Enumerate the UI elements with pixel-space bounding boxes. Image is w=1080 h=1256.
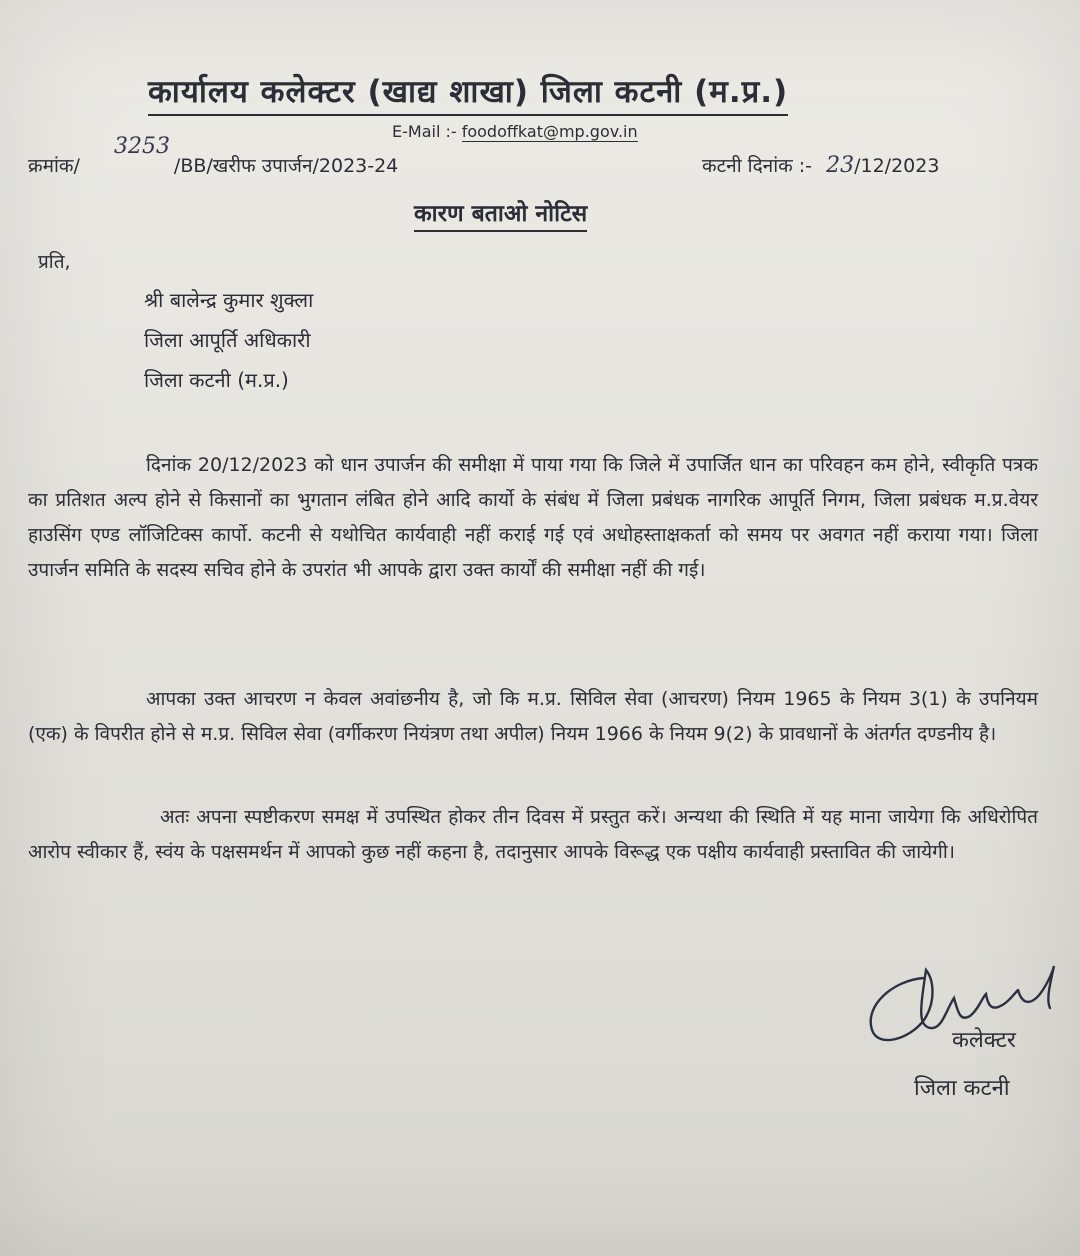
body-paragraph-2: आपका उक्त आचरण न केवल अवांछनीय है, जो कि म.प्र. सिविल सेवा (आचरण) नियम 1965 के नियम 3(1) के उपनियम (एक) के विपरीत होने से म.प्र. सिविल सेवा (वर्गीकरण नियंत्रण तथा अपील) नियम 1966 के नियम 9(2) के प्रावधानों के अंतर्गत दण्डनीय है। <box>28 688 1038 745</box>
reference-line <box>28 134 399 178</box>
body-paragraph-3: अतः अपना स्पष्टीकरण समक्ष में उपस्थित होकर तीन दिवस में प्रस्तुत करें। अन्यथा की स्थिति में यह माना जायेगा कि अधिरोपित आरोप स्वीकार हैं, स्वंय के पक्षसमर्थन में आपको कुछ नहीं कहना है, तदानुसार आपके विरूद्ध एक पक्षीय कार्यवाही प्रस्तावित की जायेगी। <box>28 806 1038 863</box>
office-header-title: कार्यालय कलेक्टर (खाद्य शाखा) जिला कटनी (म.प्र.) <box>148 70 788 116</box>
email-line <box>392 122 638 141</box>
date-day: 23 <box>826 153 855 178</box>
date-month-year: /12/2023 <box>854 155 940 177</box>
email-address: foodoffkat@mp.gov.in <box>461 122 638 141</box>
signatory-title: कलेक्टर <box>952 1028 1016 1053</box>
reference-number: 3253 <box>114 134 170 159</box>
reference-suffix: /BB/खरीफ उपार्जन/2023-24 <box>173 155 399 177</box>
addressee-name: श्री बालेन्द्र कुमार शुक्ला <box>144 288 314 312</box>
addressee-designation: जिला आपूर्ति अधिकारी <box>144 328 311 352</box>
addressee-place: जिला कटनी (म.प्र.) <box>144 368 289 392</box>
date-label: कटनी दिनांक :- <box>702 155 819 177</box>
reference-prefix: क्रमांक/ <box>28 155 80 177</box>
notice-title: कारण बताओ नोटिस <box>414 196 587 232</box>
email-label: E-Mail :- <box>392 122 462 141</box>
to-label: प्रति, <box>38 251 71 273</box>
signatory-district: जिला कटनी <box>914 1076 1010 1101</box>
body-paragraph-1: दिनांक 20/12/2023 को धान उपार्जन की समीक्षा में पाया गया कि जिले में उपार्जित धान का परिवहन कम होने, स्वीकृति पत्रक का प्रतिशत अल्प होने से किसानों का भुगतान लंबित होने आदि कार्यो के संबंध में जिला प्रबंधक नागरिक आपूर्ति निगम, जिला प्रबंधक म.प्र.वेयर हाउसिंग एण्ड लॉजिटिक्स कार्पो. कटनी से यथोचित कार्यवाही नहीं कराई गई एवं अधोहस्ताक्षकर्ता को समय पर अवगत नहीं कराया गया। जिला उपार्जन समिति के सदस्य सचिव होने के उपरांत भी आपके द्वारा उक्त कार्यों की समीक्षा नहीं की गई। <box>28 454 1038 581</box>
date-line <box>702 152 939 178</box>
